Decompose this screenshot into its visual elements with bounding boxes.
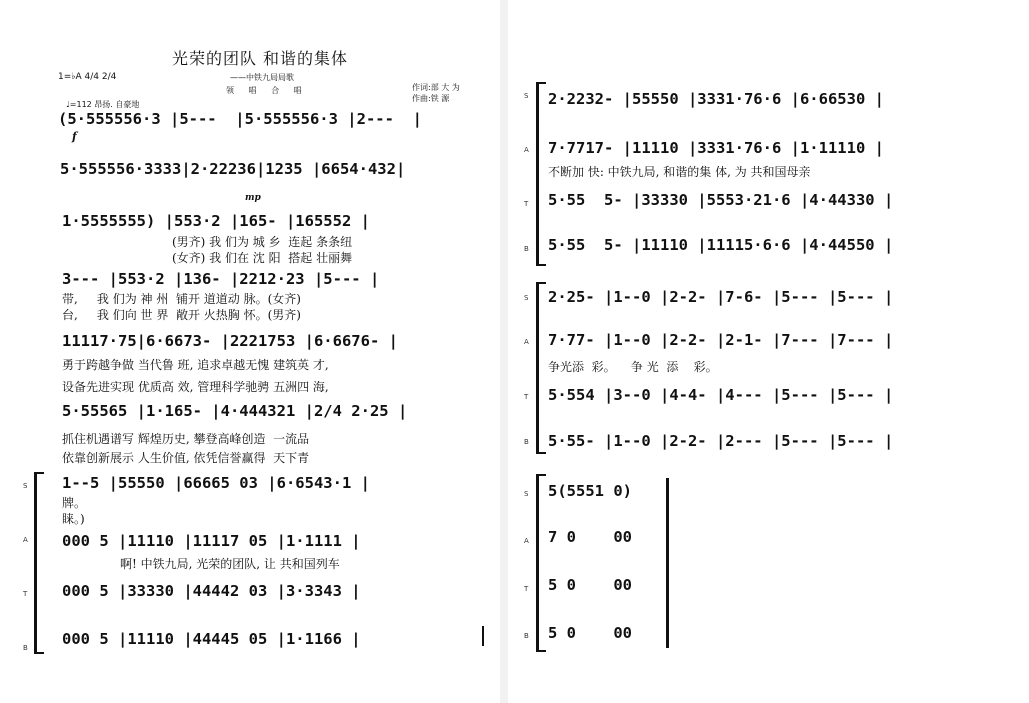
voice-label-bass: B bbox=[524, 245, 529, 253]
alto-row: 7·77- |1--0 |2-2- |2-1- |7--- |7--- | bbox=[548, 331, 894, 349]
composer-credit: 作曲:铁 源 bbox=[412, 94, 450, 103]
dynamic-forte: f bbox=[72, 130, 77, 143]
voice-label-alto: A bbox=[524, 338, 529, 346]
bass-row: 5 0 00 bbox=[548, 624, 632, 642]
soprano-row: 2·25- |1--0 |2-2- |7-6- |5--- |5--- | bbox=[548, 288, 894, 306]
notation-row: (5·555556·3 |5--- |5·555556·3 |2--- | bbox=[58, 110, 422, 128]
lyric-line: 争光添 彩。 争 光 添 彩。 bbox=[548, 360, 718, 374]
song-title: 光荣的团队 和谐的集体 bbox=[171, 49, 349, 68]
choir-system-bracket bbox=[536, 82, 545, 266]
voice-label-bass: B bbox=[524, 438, 529, 446]
lyric-line: 台, 我 们向 世 界 敞开 火热胸 怀。(男齐) bbox=[62, 308, 301, 322]
lyric-line: 设备先进实现 优质高 效, 管理科学驰骋 五洲四 海, bbox=[62, 380, 329, 394]
barline bbox=[482, 626, 484, 646]
alto-row: 000 5 |11110 |11117 05 |1·1111 | bbox=[62, 532, 361, 550]
performance-form: 领 唱 合 唱 bbox=[226, 86, 308, 95]
voice-label-tenor: T bbox=[524, 393, 529, 401]
voice-label-soprano: S bbox=[23, 482, 28, 490]
lyric-line: 勇于跨越争做 当代鲁 班, 追求卓越无愧 建筑英 才, bbox=[62, 358, 329, 372]
notation-row: 1·5555555) |553·2 |165- |165552 | bbox=[62, 212, 370, 230]
voice-label-alto: A bbox=[23, 536, 28, 544]
soprano-row: 2·2232- |55550 |3331·76·6 |6·66530 | bbox=[548, 90, 884, 108]
song-subtitle: ——中铁九局局歌 bbox=[230, 73, 294, 82]
lyric-line: 依靠创新展示 人生价值, 依凭信誉赢得 天下青 bbox=[62, 451, 310, 465]
soprano-row: 5(5551 0) bbox=[548, 482, 632, 500]
page-gutter bbox=[500, 0, 508, 703]
alto-row: 7·7717- |11110 |3331·76·6 |1·11110 | bbox=[548, 139, 884, 157]
voice-label-soprano: S bbox=[524, 294, 529, 302]
notation-row: 5·555556·3333|2·22236|1235 |6654·432| bbox=[60, 160, 406, 178]
choir-system-bracket bbox=[34, 472, 43, 654]
dynamic-mezzo-piano: mp bbox=[245, 193, 261, 203]
alto-row: 7 0 00 bbox=[548, 528, 632, 546]
voice-label-tenor: T bbox=[524, 585, 529, 593]
choir-system-bracket bbox=[536, 282, 545, 454]
key-signature: 1=♭A 4/4 2/4 bbox=[58, 72, 117, 82]
voice-label-soprano: S bbox=[524, 490, 529, 498]
lyric-line: 抓住机遇谱写 辉煌历史, 攀登高峰创造 一流品 bbox=[62, 432, 310, 446]
lyric-line: 啊! 中铁九局, 光荣的团队, 让 共和国列车 bbox=[120, 557, 340, 571]
left-score-page bbox=[0, 0, 500, 703]
final-barline bbox=[666, 478, 669, 648]
lyric-line: 牌。 bbox=[62, 496, 87, 510]
lyricist-credit: 作词:部 大 为 bbox=[412, 83, 460, 92]
lyric-line: (男齐) 我 们为 城 乡 连起 条条纽 bbox=[172, 235, 353, 249]
voice-label-bass: B bbox=[524, 632, 529, 640]
voice-label-soprano: S bbox=[524, 92, 529, 100]
voice-label-tenor: T bbox=[524, 200, 529, 208]
notation-row: 3--- |553·2 |136- |2212·23 |5--- | bbox=[62, 270, 380, 288]
soprano-row: 1--5 |55550 |66665 03 |6·6543·1 | bbox=[62, 474, 370, 492]
notation-row: 11117·75|6·6673- |2221753 |6·6676- | bbox=[62, 332, 398, 350]
choir-system-bracket bbox=[536, 474, 545, 652]
lyric-line: 不断加 快: 中铁九局, 和谐的集 体, 为 共和国母亲 bbox=[548, 165, 811, 179]
lyric-line: (女齐) 我 们在 沈 阳 搭起 壮丽舞 bbox=[172, 251, 353, 265]
bass-row: 5·55 5- |11110 |11115·6·6 |4·44550 | bbox=[548, 236, 894, 254]
bass-row: 5·55- |1--0 |2-2- |2--- |5--- |5--- | bbox=[548, 432, 894, 450]
tempo-marking: ♩=112 昂扬. 自豪地 bbox=[66, 100, 140, 109]
tenor-row: 5·554 |3--0 |4-4- |4--- |5--- |5--- | bbox=[548, 386, 894, 404]
right-score-page bbox=[508, 0, 1029, 703]
voice-label-tenor: T bbox=[23, 590, 28, 598]
tenor-row: 000 5 |33330 |44442 03 |3·3343 | bbox=[62, 582, 361, 600]
bass-row: 000 5 |11110 |44445 05 |1·1166 | bbox=[62, 630, 361, 648]
lyric-line: 睐。) bbox=[62, 512, 85, 526]
voice-label-alto: A bbox=[524, 146, 529, 154]
tenor-row: 5·55 5- |33330 |5553·21·6 |4·44330 | bbox=[548, 191, 894, 209]
voice-label-alto: A bbox=[524, 537, 529, 545]
notation-row: 5·55565 |1·165- |4·444321 |2/4 2·25 | bbox=[62, 402, 408, 420]
tenor-row: 5 0 00 bbox=[548, 576, 632, 594]
voice-label-bass: B bbox=[23, 644, 28, 652]
lyric-line: 带, 我 们为 神 州 铺开 道道动 脉。(女齐) bbox=[62, 292, 301, 306]
